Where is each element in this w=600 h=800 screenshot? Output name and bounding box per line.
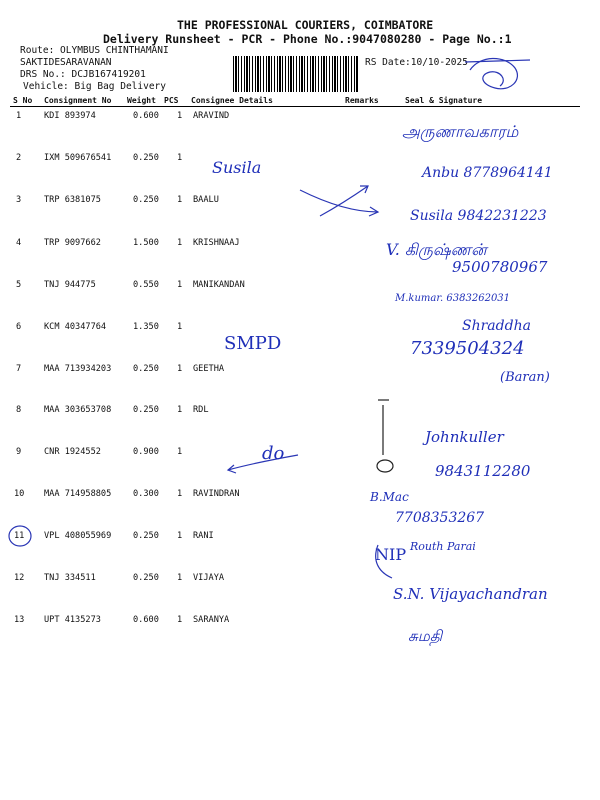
col-remarks: Remarks <box>345 96 379 105</box>
col-consignee: Consignee Details <box>191 96 273 105</box>
signature-2: Anbu 8778964141 <box>422 165 553 181</box>
row-5-sno: 5 <box>16 280 22 290</box>
row-13-sno: 13 <box>14 615 25 625</box>
row-12-consignee: VIJAYA <box>193 573 225 583</box>
drs-number: DRS No.: DCJB167419201 <box>20 69 146 80</box>
row-12-weight: 0.250 <box>133 573 159 583</box>
circle-mark-11 <box>9 526 31 546</box>
rs-date: RS Date:10/10-2025 <box>365 57 468 68</box>
row-4-pcs: 1 <box>177 238 183 248</box>
row-2-consignment: IXM 509676541 <box>44 153 112 163</box>
row-2-sno: 2 <box>16 153 22 163</box>
row-4-sno: 4 <box>16 238 22 248</box>
runsheet-title: Delivery Runsheet - PCR - Phone No.:9047080280 - Page No.:1 <box>103 32 512 46</box>
row-11-sno: 11 <box>14 531 25 541</box>
row-11-consignee: RANI <box>193 531 214 541</box>
row-5-consignee: MANIKANDAN <box>193 280 245 290</box>
row-6-pcs: 1 <box>177 322 183 332</box>
row-5-weight: 0.550 <box>133 280 159 290</box>
row-3-weight: 0.250 <box>133 195 159 205</box>
row-3-pcs: 1 <box>177 195 183 205</box>
row-10-sno: 10 <box>14 489 25 499</box>
remark-susila: Susila <box>212 158 262 177</box>
row-6-consignment: KCM 40347764 <box>44 322 107 332</box>
signature-10: Johnkuller <box>425 428 504 446</box>
row-1-sno: 1 <box>16 111 22 121</box>
row-8-weight: 0.250 <box>133 405 159 415</box>
row-1-pcs: 1 <box>177 111 183 121</box>
cross-arrows <box>300 186 378 216</box>
row-9-consignment: CNR 1924552 <box>44 447 101 457</box>
signature-8: 7339504324 <box>410 338 525 359</box>
row-4-consignment: TRP 9097662 <box>44 238 101 248</box>
signature-6: M.kumar. 6383262031 <box>395 293 511 304</box>
row-5-pcs: 1 <box>177 280 183 290</box>
row-9-weight: 0.900 <box>133 447 159 457</box>
row-3-sno: 3 <box>16 195 22 205</box>
row-2-weight: 0.250 <box>133 153 159 163</box>
row-3-consignment: TRP 6381075 <box>44 195 101 205</box>
row-11-pcs: 1 <box>177 531 183 541</box>
signature-5: 9500780967 <box>452 258 548 276</box>
row-8-sno: 8 <box>16 405 22 415</box>
signature-15: Routh Parai <box>410 540 476 553</box>
row-12-sno: 12 <box>14 573 25 583</box>
signature-14: NIP <box>375 545 407 564</box>
row-10-weight: 0.300 <box>133 489 159 499</box>
signature-3: Susila 9842231223 <box>410 208 547 224</box>
signature-4: V. கிருஷ்ணன் <box>386 240 487 259</box>
row-6-weight: 1.350 <box>133 322 159 332</box>
margin-stroke <box>377 400 393 472</box>
row-9-sno: 9 <box>16 447 22 457</box>
row-7-sno: 7 <box>16 364 22 374</box>
stamp-scribble <box>465 58 530 88</box>
route-label: Route: OLYMBUS CHINTHAMANI <box>20 45 169 56</box>
row-8-pcs: 1 <box>177 405 183 415</box>
row-10-pcs: 1 <box>177 489 183 499</box>
row-10-consignment: MAA 714958805 <box>44 489 112 499</box>
row-2-pcs: 1 <box>177 153 183 163</box>
col-sno: S No <box>13 96 33 105</box>
signature-7: Shraddha <box>462 318 531 334</box>
signature-16: S.N. Vijayachandran <box>393 585 548 603</box>
vehicle-label: Vehicle: Big Bag Delivery <box>23 81 166 92</box>
row-8-consignment: MAA 303653708 <box>44 405 112 415</box>
row-11-weight: 0.250 <box>133 531 159 541</box>
signature-17: சுமதி <box>408 627 443 645</box>
row-3-consignee: BAALU <box>193 195 219 205</box>
col-consignment: Consignment No <box>44 96 112 105</box>
remark-ditto: do <box>262 443 285 464</box>
row-6-sno: 6 <box>16 322 22 332</box>
row-12-consignment: TNJ 334511 <box>44 573 96 583</box>
row-7-consignee: GEETHA <box>193 364 225 374</box>
row-7-pcs: 1 <box>177 364 183 374</box>
row-1-weight: 0.600 <box>133 111 159 121</box>
row-1-consignment: KDI 893974 <box>44 111 96 121</box>
signature-1: அருணாவகாரம் <box>402 122 519 141</box>
signature-9: (Baran) <box>500 370 550 385</box>
row-4-consignee: KRISHNAAJ <box>193 238 240 248</box>
row-9-pcs: 1 <box>177 447 183 457</box>
row-5-consignment: TNJ 944775 <box>44 280 96 290</box>
row-13-pcs: 1 <box>177 615 183 625</box>
signature-11: 9843112280 <box>435 462 531 480</box>
row-10-consignee: RAVINDRAN <box>193 489 240 499</box>
row-13-weight: 0.600 <box>133 615 159 625</box>
row-11-consignment: VPL 408055969 <box>44 531 112 541</box>
row-12-pcs: 1 <box>177 573 183 583</box>
company-title: THE PROFESSIONAL COURIERS, COIMBATORE <box>177 18 434 32</box>
row-1-consignee: ARAVIND <box>193 111 230 121</box>
row-13-consignment: UPT 4135273 <box>44 615 101 625</box>
remark-smpd: SMPD <box>224 333 282 354</box>
row-13-consignee: SARANYA <box>193 615 230 625</box>
signature-13: 7708353267 <box>395 510 485 526</box>
row-7-consignment: MAA 713934203 <box>44 364 112 374</box>
row-8-consignee: RDL <box>193 405 209 415</box>
row-7-weight: 0.250 <box>133 364 159 374</box>
col-pcs: PCS <box>164 96 179 105</box>
staff-label: SAKTIDESARAVANAN <box>20 57 112 68</box>
col-signature: Seal & Signature <box>405 96 483 105</box>
signature-12: B.Mac <box>370 490 409 504</box>
row-4-weight: 1.500 <box>133 238 159 248</box>
col-weight: Weight <box>127 96 156 105</box>
